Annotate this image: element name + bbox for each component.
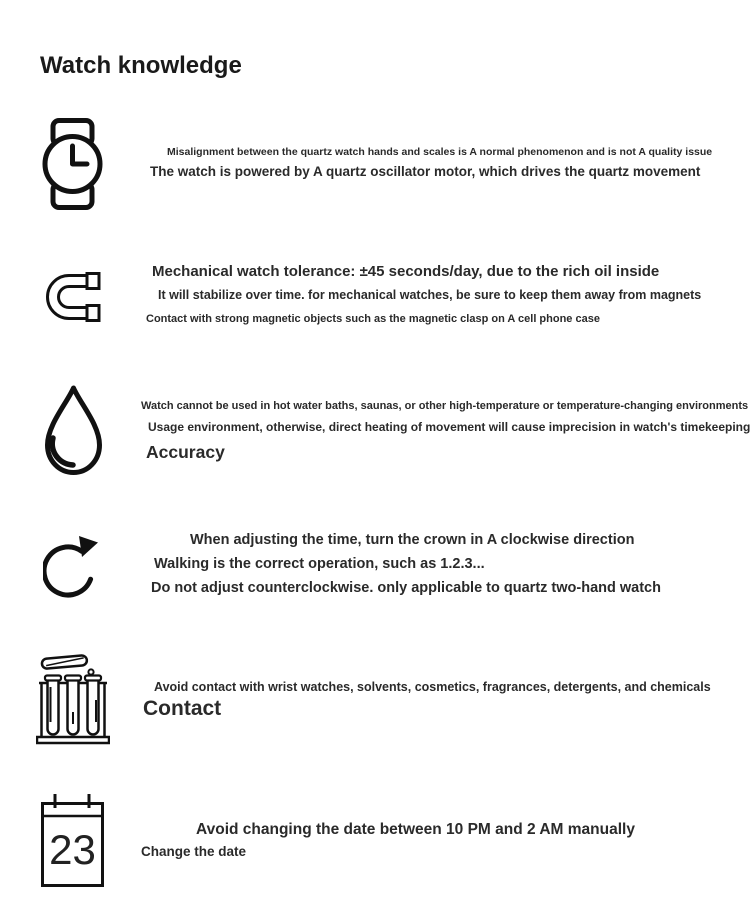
water-drop-icon: [42, 383, 105, 477]
avoid-chemicals-line: Avoid contact with wrist watches, solvents, cosmetics, fragrances, detergents, and chemicals: [154, 680, 711, 694]
calendar-day-number: 23: [49, 826, 96, 873]
clockwise-arrow-icon: [43, 528, 99, 604]
walking-operation-line: Walking is the correct operation, such as 1.2.3...: [154, 556, 485, 572]
magnet-icon: [42, 270, 104, 324]
quartz-main-line: The watch is powered by A quartz oscillator motor, which drives the quartz movement: [150, 164, 701, 179]
test-tubes-icon: [36, 650, 110, 745]
avoid-date-change-line: Avoid changing the date between 10 PM and 2 AM manually: [196, 821, 635, 838]
temperature-warning-line: Watch cannot be used in hot water baths, saunas, or other high-temperature or temperature-changing environments: [141, 400, 749, 412]
magnet-contact-line: Contact with strong magnetic objects such as the magnetic clasp on A cell phone case: [146, 313, 600, 325]
counterclockwise-warning-line: Do not adjust counterclockwise. only applicable to quartz two-hand watch: [151, 580, 661, 596]
magnet-tolerance-line: Mechanical watch tolerance: ±45 seconds/day, due to the rich oil inside: [152, 263, 660, 280]
magnet-stabilize-line: It will stabilize over time. for mechanical watches, be sure to keep them away from magnets: [158, 288, 702, 302]
contact-heading: Contact: [143, 697, 222, 720]
quartz-note-line: Misalignment between the quartz watch hands and scales is A normal phenomenon and is not A quality issue: [167, 146, 713, 158]
calendar-icon: [41, 794, 104, 887]
page-title: Watch knowledge: [40, 52, 242, 80]
crown-clockwise-line: When adjusting the time, turn the crown in A clockwise direction: [190, 532, 635, 548]
wristwatch-icon: [42, 118, 103, 210]
usage-environment-line: Usage environment, otherwise, direct heating of movement will cause imprecision in watch's timekeeping: [148, 420, 750, 434]
change-date-heading: Change the date: [141, 844, 247, 859]
accuracy-heading: Accuracy: [146, 442, 225, 462]
